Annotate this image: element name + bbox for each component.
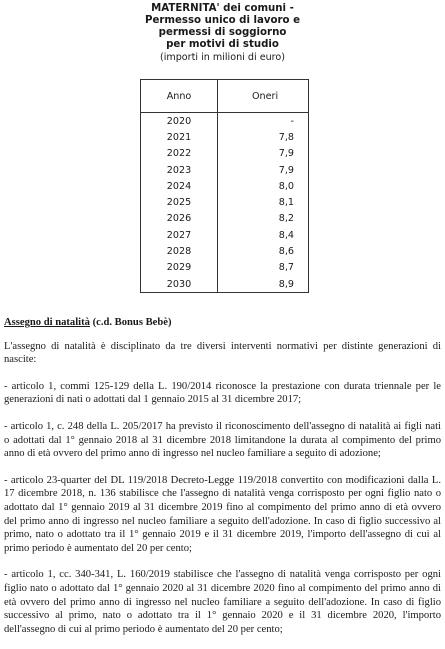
table-row [141, 276, 309, 293]
table-row [141, 194, 309, 210]
document-body [4, 316, 441, 649]
column-header-anno: Anno [141, 80, 218, 113]
cell-anno: 2027 [141, 227, 218, 243]
column-header-oneri: Oneri [218, 80, 309, 113]
paragraph: L'assegno di natalità è disciplinato da tre diversi interventi normativi per distinte generazioni di nascite: [4, 340, 441, 366]
cell-anno: 2020 [141, 113, 218, 130]
cell-oneri: 8,9 [218, 276, 309, 293]
cell-oneri: 8,6 [278, 246, 294, 258]
table-block [0, 0, 445, 290]
table-row [141, 113, 309, 130]
table-row [141, 260, 309, 276]
table-row [141, 129, 309, 145]
cell-anno: 2026 [141, 211, 218, 227]
cell-anno: 2023 [141, 162, 218, 178]
paragraph: - articolo 1, c. 248 della L. 205/2017 ha previsto il riconoscimento dell'assegno di natalità ai figli nati o adottati dal 1° gennaio 2018 al 31 dicembre 2018 limitandone la durata al compimento del primo anno di età ovvero del primo anno di ingresso nel nucleo familiare a seguito di adozione; [4, 420, 441, 460]
section-heading [4, 316, 441, 330]
cell-anno: 2021 [141, 129, 218, 145]
cell-anno: 2028 [141, 243, 218, 259]
section-heading-rest: (c.d. Bonus Bebè) [89, 317, 172, 328]
title-line: Permesso unico di lavoro e [145, 15, 300, 26]
paragraph: - articolo 1, cc. 340-341, L. 160/2019 stabilisce che l'assegno di natalità venga corrisposto per ogni figlio nato o adottato dal 1° gennaio 2020 al 31 dicembre 2020 fino al compimento del primo anno di età ovvero del primo anno di ingresso nel nucleo familiare a seguito dell'adozione. In caso di figlio successivo al primo, nato o adottato tra il 1° gennaio 2020 e il 31 dicembre 2020, l'importo dell'assegno di cui al primo periodo è aumentato del 20 per cento; [4, 569, 441, 635]
table-row [141, 146, 309, 162]
cell-anno: 2029 [141, 260, 218, 276]
title-line: MATERNITA' dei comuni - [151, 3, 294, 14]
cell-oneri: 7,9 [278, 164, 294, 176]
table-row [141, 227, 309, 243]
cell-oneri: 7,8 [278, 131, 294, 143]
cell-oneri: - [290, 115, 294, 127]
paragraph: - articolo 1, commi 125-129 della L. 190/2014 riconosce la prestazione con durata triennale per le generazioni di nati o adottati dal 1 gennaio 2015 al 31 dicembre 2017; [4, 380, 441, 406]
oneri-table [140, 79, 309, 293]
section-heading-underlined: Assegno di natalità [4, 317, 90, 328]
table-row [141, 243, 309, 259]
cell-anno: 2025 [141, 194, 218, 210]
table-row [141, 178, 309, 194]
cell-oneri: 8,4 [278, 229, 294, 241]
cell-oneri: 7,9 [278, 148, 294, 160]
cell-oneri: 8,2 [278, 213, 294, 225]
paragraph: - articolo 23-quarter del DL 119/2018 Decreto-Legge 119/2018 convertito con modificazioni dalla L. 17 dicembre 2018, n. 136 stabilisce che l'assegno di natalità venga corrisposto per ogni figlio nato o adottato dal 1° gennaio 2019 al 31 dicembre 2019 fino al compimento del primo anno di età ovvero del primo anno di ingresso nel nucleo familiare a seguito dell'adozione. In caso di figlio successivo al primo, nato o adottato tra il 1° gennaio 2019 e il 31 dicembre 2019, l'importo dell'assegno di cui al primo periodo è aumentato del 20 per cento; [4, 474, 441, 554]
title-line: per motivi di studio [166, 39, 279, 50]
cell-anno: 2024 [141, 178, 218, 194]
cell-oneri: 8,1 [278, 197, 294, 209]
table-header-row [141, 80, 309, 113]
table-row [141, 162, 309, 178]
cell-oneri: 8,7 [278, 262, 294, 274]
title-line: permessi di soggiorno [158, 27, 287, 38]
table-subtitle: (importi in milioni di euro) [159, 52, 286, 63]
cell-oneri: 8,0 [278, 180, 294, 192]
table-row [141, 211, 309, 227]
table-title [0, 3, 445, 51]
cell-anno: 2030 [141, 276, 218, 293]
cell-anno: 2022 [141, 146, 218, 162]
